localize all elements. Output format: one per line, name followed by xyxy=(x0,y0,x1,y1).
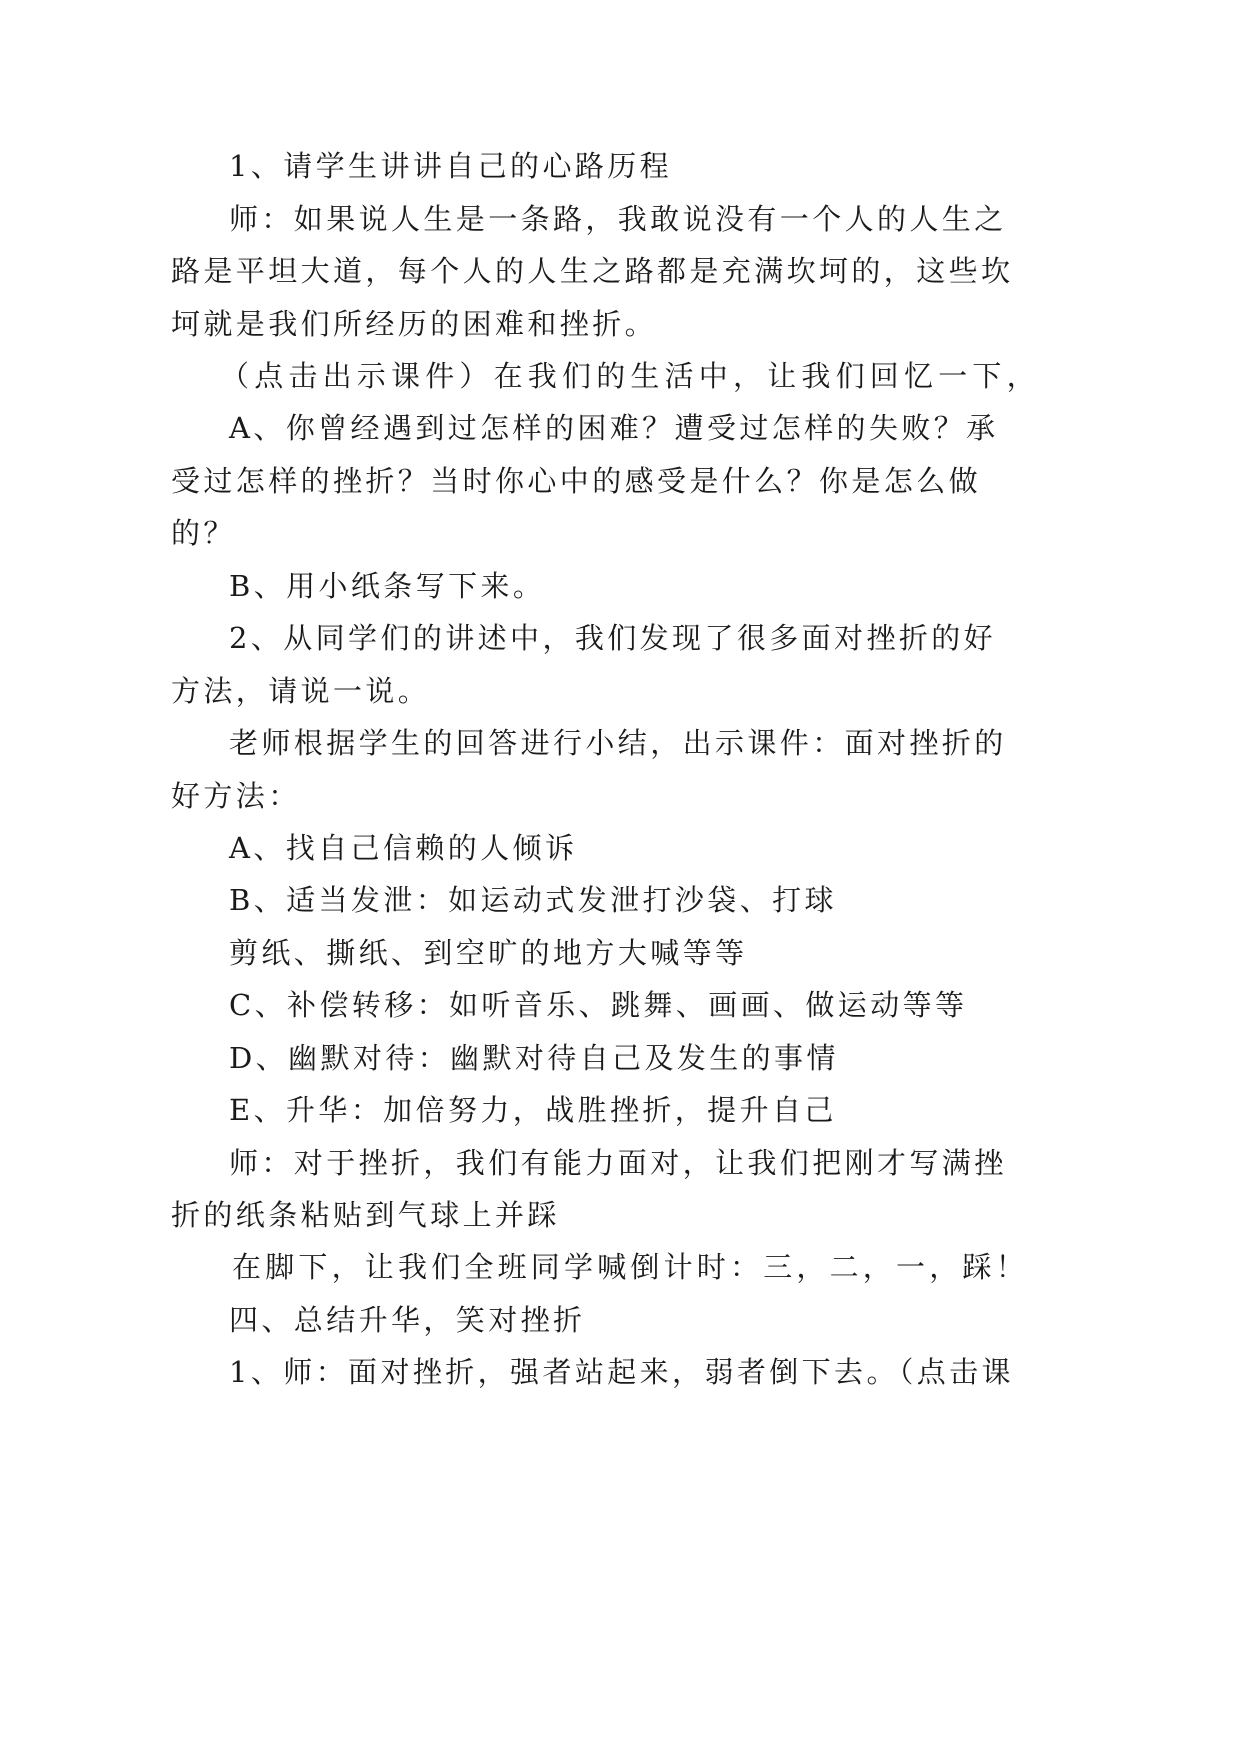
text-line: E、升华：加倍努力，战胜挫折，提升自己 xyxy=(229,1093,837,1127)
text-line: 师：对于挫折，我们有能力面对，让我们把刚才写满挫 xyxy=(229,1146,1007,1180)
text-line: 的？ xyxy=(171,516,236,550)
text-line: 老师根据学生的回答进行小结，出示课件：面对挫折的 xyxy=(229,726,1007,760)
text-line: 好方法： xyxy=(171,779,301,813)
text-line: 受过怎样的挫折？当时你心中的感受是什么？你是怎么做 xyxy=(171,464,982,498)
text-line: A、找自己信赖的人倾诉 xyxy=(229,831,578,865)
text-line: 方法，请说一说。 xyxy=(171,674,431,708)
text-line: 1、请学生讲讲自己的心路历程 xyxy=(229,149,673,183)
text-line: 四、总结升华，笑对挫折 xyxy=(229,1303,586,1337)
text-line: D、幽默对待：幽默对待自己及发生的事情 xyxy=(229,1041,839,1075)
text-line: B、用小纸条写下来。 xyxy=(229,569,546,603)
text-line: （点击出示课件）在我们的生活中，让我们回忆一下， xyxy=(220,359,1041,393)
text-line: C、补偿转移：如听音乐、跳舞、画画、做运动等等 xyxy=(229,988,968,1022)
text-line: 剪纸、撕纸、到空旷的地方大喊等等 xyxy=(229,936,748,970)
text-line: 路是平坦大道，每个人的人生之路都是充满坎坷的，这些坎 xyxy=(171,254,1014,288)
text-line: 2、从同学们的讲述中，我们发现了很多面对挫折的好 xyxy=(229,621,997,655)
text-line: 坷就是我们所经历的困难和挫折。 xyxy=(171,307,658,341)
text-line: 1、师：面对挫折，强者站起来，弱者倒下去。（点击课 xyxy=(229,1355,1014,1389)
text-line: 折的纸条粘贴到气球上并踩 xyxy=(171,1198,560,1232)
text-line: A、你曾经遇到过怎样的困难？遭受过怎样的失败？承 xyxy=(229,411,999,445)
text-line: B、适当发泄：如运动式发泄打沙袋、打球 xyxy=(229,883,837,917)
text-line: 师：如果说人生是一条路，我敢说没有一个人的人生之 xyxy=(229,202,1007,236)
text-line: 在脚下，让我们全班同学喊倒计时：三，二，一，踩！ xyxy=(232,1250,1029,1284)
